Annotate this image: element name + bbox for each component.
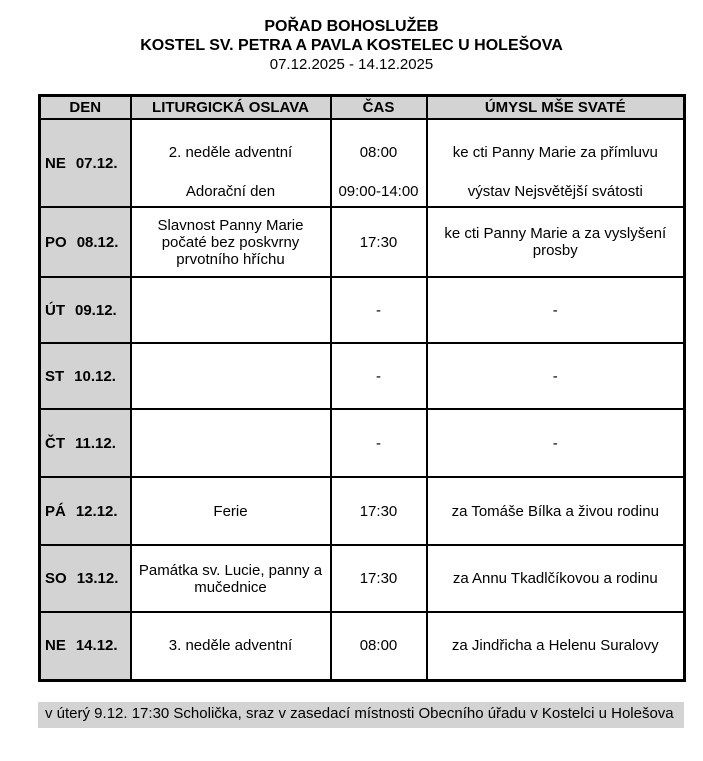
celebration-cell — [131, 277, 331, 343]
table-row — [40, 207, 685, 277]
day-abbr: SO — [45, 570, 67, 587]
day-label — [45, 435, 126, 452]
intention-cell: za Jindřicha a Helenu Suralovy — [427, 612, 685, 680]
table-header-row — [40, 96, 685, 120]
col-header-celebration: LITURGICKÁ OSLAVA — [131, 96, 331, 120]
day-date: 11.12. — [75, 434, 116, 452]
day-cell — [40, 207, 131, 277]
intention-cell: za Annu Tkadlčíkovou a rodinu — [427, 545, 685, 612]
celebration-cell — [131, 409, 331, 477]
day-cell — [40, 409, 131, 477]
day-abbr: PÁ — [45, 502, 66, 520]
time-cell: - — [331, 277, 427, 343]
day-label — [45, 368, 126, 385]
day-label — [45, 503, 126, 520]
day-date: 10.12. — [74, 367, 116, 385]
time-cell: 17:30 — [331, 477, 427, 545]
schedule-table — [38, 94, 686, 682]
day-label — [45, 234, 126, 251]
intention-cell: za Tomáše Bílka a živou rodinu — [427, 477, 685, 545]
day-abbr: NE — [45, 637, 66, 655]
day-date: 08.12. — [76, 233, 119, 251]
table-row — [40, 612, 685, 680]
celebration-cell — [131, 119, 331, 207]
table-row — [40, 343, 685, 409]
celebration-cell: Slavnost Panny Marie počaté bez poskvrny prvotního hříchu — [131, 207, 331, 277]
day-abbr: ST — [45, 367, 65, 385]
time-cell: 17:30 — [331, 207, 427, 277]
day-date: 09.12. — [75, 301, 117, 319]
day-date: 14.12. — [75, 637, 118, 655]
time-cell — [331, 119, 427, 207]
celebration-entry: 2. neděle adventní — [168, 143, 293, 161]
col-header-intention: ÚMYSL MŠE SVATÉ — [427, 96, 685, 120]
intention-entry: ke cti Panny Marie za přímluvu — [452, 143, 658, 161]
intention-cell — [427, 119, 685, 207]
day-date: 13.12. — [76, 570, 119, 587]
celebration-cell: Památka sv. Lucie, panny a mučednice — [131, 545, 331, 612]
table-row — [40, 545, 685, 612]
celebration-entry: Adorační den — [185, 183, 276, 200]
table-row — [40, 277, 685, 343]
day-cell — [40, 545, 131, 612]
celebration-cell: 3. neděle adventní — [131, 612, 331, 680]
table-row — [40, 409, 685, 477]
day-label — [45, 302, 126, 319]
time-cell: - — [331, 343, 427, 409]
intention-entry: výstav Nejsvětější svátosti — [467, 183, 643, 200]
day-date: 12.12. — [75, 502, 118, 520]
page-subtitle: KOSTEL SV. PETRA A PAVLA KOSTELEC U HOLEŠOVA — [140, 37, 563, 54]
time-cell: 17:30 — [331, 545, 427, 612]
time-entry: 08:00 — [359, 143, 398, 161]
day-cell — [40, 343, 131, 409]
day-cell — [40, 277, 131, 343]
day-abbr: ČT — [45, 434, 65, 452]
page-title: POŘAD BOHOSLUŽEB — [264, 18, 439, 35]
day-abbr: NE — [45, 154, 66, 172]
date-range: 07.12.2025 - 14.12.2025 — [269, 56, 434, 73]
day-label — [45, 155, 126, 172]
celebration-cell: Ferie — [131, 477, 331, 545]
footer-note: v úterý 9.12. 17:30 Scholička, sraz v zasedací místnosti Obecního úřadu v Kostelci u Holešova — [38, 702, 684, 728]
day-label — [45, 637, 126, 654]
day-cell — [40, 612, 131, 680]
table-row — [40, 477, 685, 545]
time-cell: - — [331, 409, 427, 477]
intention-cell: - — [427, 343, 685, 409]
page-header — [0, 0, 703, 74]
time-cell: 08:00 — [331, 612, 427, 680]
table-row — [40, 119, 685, 207]
day-cell — [40, 477, 131, 545]
col-header-time: ČAS — [331, 96, 427, 120]
day-cell — [40, 119, 131, 207]
intention-cell: ke cti Panny Marie a za vyslyšení prosby — [427, 207, 685, 277]
day-abbr: PO — [45, 233, 67, 251]
day-date: 07.12. — [75, 154, 118, 172]
intention-cell: - — [427, 277, 685, 343]
intention-cell: - — [427, 409, 685, 477]
col-header-day: DEN — [40, 96, 131, 120]
celebration-cell — [131, 343, 331, 409]
day-label — [45, 570, 126, 587]
time-entry: 09:00-14:00 — [338, 183, 419, 200]
day-abbr: ÚT — [45, 301, 65, 319]
